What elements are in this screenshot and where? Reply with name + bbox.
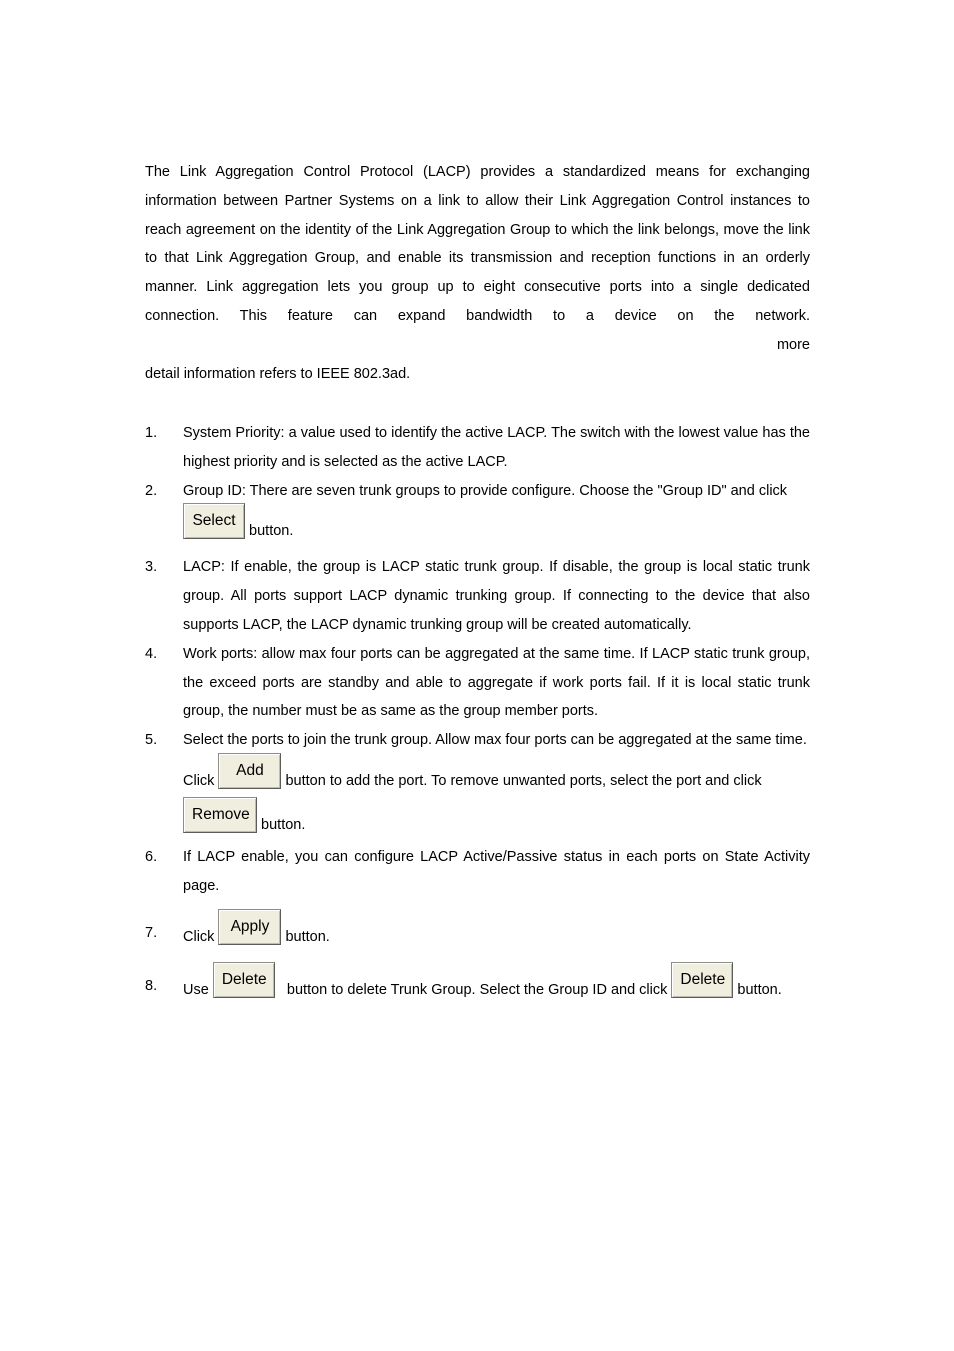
step-5 bbox=[145, 726, 810, 843]
steps-list bbox=[145, 419, 810, 1008]
step-text: Work ports: allow max four ports can be aggregated at the same time. If LACP static trunk group, the exceed ports are standby and able to aggregate if work ports fail. If it is local static trunk group, the number must be as same as the group member ports. bbox=[183, 645, 810, 720]
step-number: 7. bbox=[145, 924, 158, 941]
add-button[interactable]: Add bbox=[218, 753, 281, 789]
step-text: Group ID: There are seven trunk groups to provide configure. Choose the "Group ID" and click bbox=[183, 482, 788, 499]
intro-more: more bbox=[776, 336, 810, 353]
step-text: Use bbox=[183, 981, 209, 998]
delete-button-2[interactable]: Delete bbox=[671, 962, 733, 998]
step-number: 2. bbox=[145, 482, 158, 499]
step-number: 8. bbox=[145, 977, 158, 994]
apply-button[interactable]: Apply bbox=[218, 909, 281, 945]
delete-button[interactable]: Delete bbox=[213, 962, 275, 998]
step-text: System Priority: a value used to identify the active LACP. The switch with the lowest value has the highest priority and is selected as the active LACP. bbox=[183, 425, 810, 470]
intro-text: The Link Aggregation Control Protocol (LACP) provides a standardized means for exchanging information between Partner Systems on a link to allow their Link Aggregation Control instances to reach agreement on the identity of the Link Aggregation Group to which the link belongs, move the link to that Link Aggregation Group, and enable its transmission and reception functions in an orderly manner. Link aggregation lets you group up to eight consecutive ports into a single dedicated connection. This feature can expand bandwidth to a device on the network. bbox=[145, 164, 810, 324]
select-button[interactable]: Select bbox=[183, 503, 245, 539]
step-4 bbox=[145, 640, 810, 726]
step-text: button to add the port. To remove unwanted ports, select the port and click bbox=[285, 772, 762, 789]
intro-tail: detail information refers to IEEE 802.3ad. bbox=[145, 365, 411, 382]
step-number: 4. bbox=[145, 645, 158, 662]
step-text: Click bbox=[183, 772, 215, 789]
step-text: If LACP enable, you can configure LACP Active/Passive status in each ports on State Activity page. bbox=[183, 848, 810, 894]
step-text: button. bbox=[261, 816, 306, 833]
step-6 bbox=[145, 843, 810, 901]
step-7 bbox=[145, 911, 810, 955]
step-text: LACP: If enable, the group is LACP static trunk group. If disable, the group is local static trunk group. All ports support LACP dynamic trunking group. If connecting to the device that also supports LACP, the LACP dynamic trunking group will be created automatically. bbox=[183, 559, 810, 633]
step-number: 6. bbox=[145, 848, 158, 865]
step-number: 5. bbox=[145, 732, 158, 749]
step-text: button to delete Trunk Group. Select the Group ID and click bbox=[286, 981, 668, 998]
step-8 bbox=[145, 964, 810, 1008]
step-number: 1. bbox=[145, 425, 158, 441]
step-text: button. bbox=[249, 523, 294, 540]
step-number: 3. bbox=[145, 559, 158, 576]
step-text: button. bbox=[737, 981, 782, 998]
remove-button[interactable]: Remove bbox=[183, 797, 257, 833]
step-2 bbox=[145, 477, 810, 550]
step-text: button. bbox=[285, 928, 330, 945]
step-3 bbox=[145, 553, 810, 639]
document-body bbox=[145, 158, 810, 998]
step-text: Select the ports to join the trunk group. Allow max four ports can be aggregated at the same time. bbox=[183, 732, 807, 749]
intro-paragraph bbox=[145, 158, 810, 388]
step-1 bbox=[145, 419, 810, 477]
step-text: Click bbox=[183, 928, 215, 945]
